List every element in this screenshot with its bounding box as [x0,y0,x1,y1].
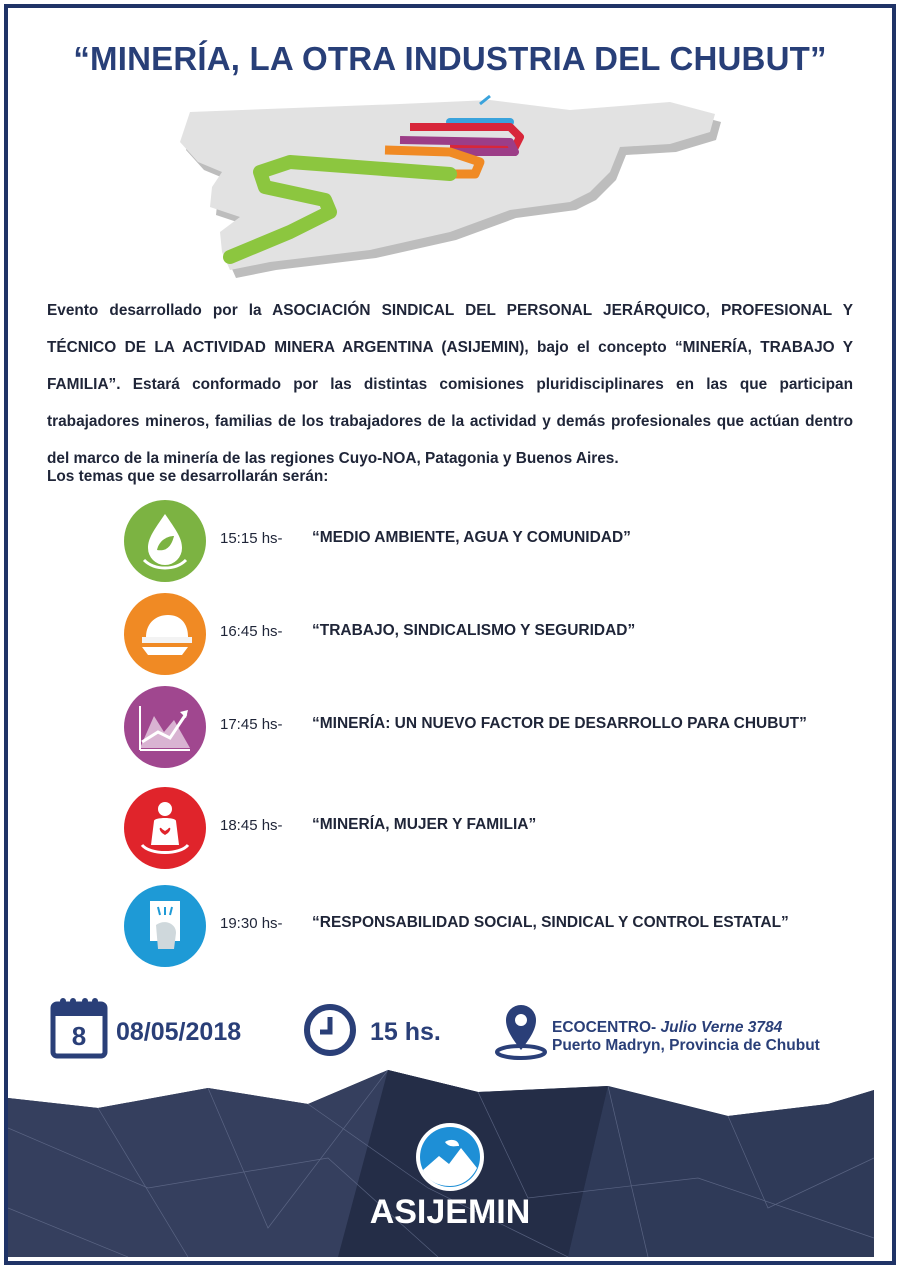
intro-paragraph [47,292,853,477]
woman-family-icon [124,787,206,869]
topic-item [124,593,864,675]
intro-text: Evento desarrollado por la ASOCIACIÓN SINDICAL DEL PERSONAL JERÁRQUICO, PROFESIONAL Y TÉCNICO DE LA ACTIVIDAD MINERA ARGENTINA (ASIJEMIN), bajo el concepto “MINERÍA, TRABAJO Y FAMILIA”. Estará conformado por las distintas comisiones pluridisciplinares en las que participan trabajadores mineros, familias de los trabajadores de la actividad y demás profesionales que actúan dentro del marco de la minería de las regiones Cuyo-NOA, Patagonia y Buenos Aires. [47,302,853,467]
hard-hat-icon [124,593,206,675]
topic-time: 15:15 hs- [220,530,283,547]
event-date: 08/05/2018 [116,1018,242,1046]
location-city: Puerto Madryn, Provincia de Chubut [552,1037,820,1054]
growth-chart-mountain-icon [124,686,206,768]
topic-time: 19:30 hs- [220,915,283,932]
event-location [552,1019,820,1055]
chubut-map-illustration [150,92,730,282]
topic-item [124,500,864,582]
document-hand-icon [124,885,206,967]
calendar-icon [50,995,108,1059]
topic-label: “MINERÍA, MUJER Y FAMILIA” [312,816,537,833]
topic-label: “MINERÍA: UN NUEVO FACTOR DE DESARROLLO PARA CHUBUT” [312,715,807,732]
water-drop-hands-icon [124,500,206,582]
topic-time: 18:45 hs- [220,817,283,834]
logo-text: ASIJEMIN [369,1193,531,1231]
topic-label: “MEDIO AMBIENTE, AGUA Y COMUNIDAD” [312,529,631,546]
topic-item [124,787,864,869]
event-time: 15 hs. [370,1018,441,1046]
topic-label: “RESPONSABILIDAD SOCIAL, SINDICAL Y CONTROL ESTATAL” [312,914,789,931]
topic-label: “TRABAJO, SINDICALISMO Y SEGURIDAD” [312,622,636,639]
calendar-day: 8 [71,1021,87,1051]
location-address: Julio Verne 3784 [660,1019,783,1036]
topic-time: 16:45 hs- [220,623,283,640]
location-pin-icon [494,1002,548,1060]
location-venue: ECOCENTRO- [552,1019,657,1036]
topics-heading: Los temas que se desarrollarán serán: [47,468,329,485]
clock-icon [303,1003,357,1057]
topic-item [124,686,864,768]
page-title: “MINERÍA, LA OTRA INDUSTRIA DEL CHUBUT” [73,40,827,77]
topic-item [124,885,864,967]
topic-time: 17:45 hs- [220,716,283,733]
asijemin-logo-icon [415,1122,485,1192]
